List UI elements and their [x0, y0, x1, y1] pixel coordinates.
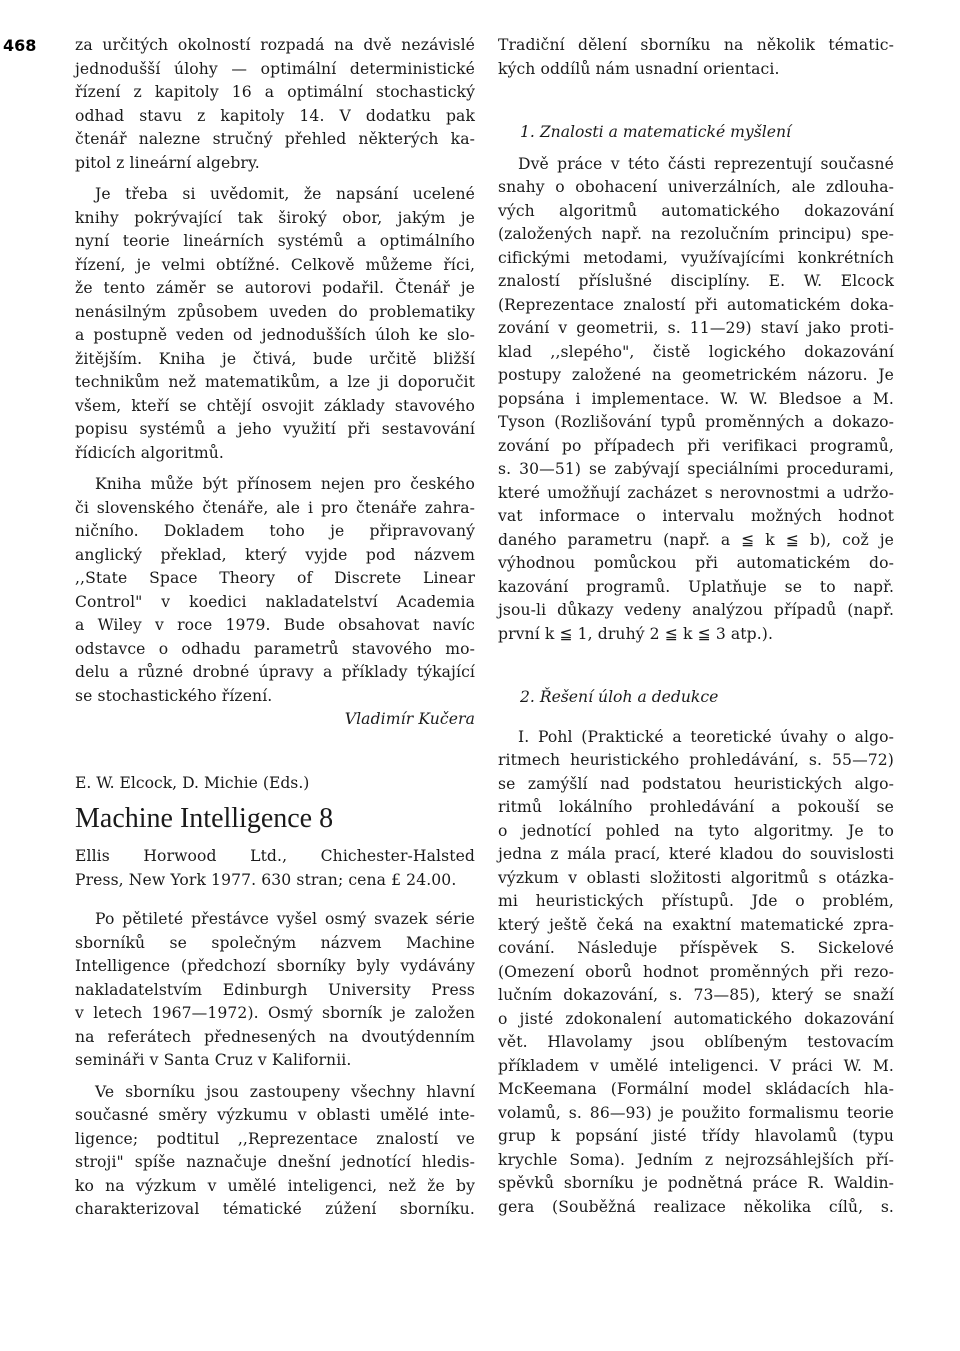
text-line: Ve sborníku jsou zastoupeny všechny hlavní	[95, 1082, 475, 1101]
text-line: se zamýšlí nad podstatou heuristických algo-	[498, 774, 894, 793]
text-line: vět. Hlavolamy jsou oblíbeným testovacím	[498, 1033, 894, 1051]
text-line: postupy založené na geometrickém názoru. Je	[498, 366, 894, 384]
text-line: v letech 1967—1972). Osmý sborník je založen	[75, 1004, 475, 1022]
text-line: (založených např. na rezolučním principu) spe-	[498, 225, 894, 243]
text-line: Dvě práce v této části reprezentují současné	[518, 154, 894, 173]
text-line: čtenář nalezne stručný přehled některých ka-	[75, 130, 475, 148]
text-line: Intelligence (předchozí sborníky byly vydávány	[75, 957, 475, 975]
text-line: vat informace o intervalu možných hodnot	[498, 507, 894, 525]
text-line: grup k popsání jisté třídy hlavolamů (typu	[498, 1127, 894, 1145]
text-line: vých algoritmů automatického dokazování	[498, 201, 894, 220]
text-line: a Wiley v roce 1979. Bude obsahovat navíc	[75, 616, 475, 634]
text-line: popisu systémů a jeho využití při sestavování	[75, 420, 475, 438]
text-line: se stochastického řízení.	[75, 686, 273, 705]
text-line: knihy pokrývající tak široký obor, jakým je	[75, 208, 475, 227]
text-line: Control" v koedici nakladatelství Academia	[75, 592, 475, 611]
text-line: na referátech přednesených na dvoutýdenním	[75, 1027, 475, 1046]
text-line: mi heuristických přístupů. Jde o problém,	[498, 892, 894, 910]
text-line: cování. Následuje příspěvek S. Sickelové	[498, 939, 894, 957]
text-line: znalostí příslušné disciplíny. E. W. Elcock	[498, 272, 894, 290]
section-heading-1: 1. Znalosti a matematické myšlení	[520, 123, 791, 141]
text-line: Press, New York 1977. 630 stran; cena £ 24.00.	[75, 870, 457, 889]
text-line: jednodušší úlohy — optimální deterministické	[75, 59, 475, 78]
text-line: ničního. Dokladem toho je připravovaný	[75, 522, 475, 540]
text-line: nenásilným způsobem uveden do problematiky	[75, 302, 475, 321]
review-paragraph-2	[75, 183, 475, 465]
text-line: cifickými metodami, využívajícími konkrétních	[498, 248, 894, 267]
text-line: současné směry výzkumu v oblasti umělé inte-	[75, 1106, 475, 1124]
text-line: které umožňují zacházet s nerovnostmi a udržo-	[498, 483, 894, 502]
text-line: nakladatelstvím Edinburgh University Press	[75, 980, 475, 999]
text-line: odstavce o odhadu parametrů stavového mo-	[75, 639, 475, 658]
page-number: 468	[3, 36, 37, 55]
text-line: první k ≦ 1, druhý 2 ≦ k ≦ 3 atp.).	[498, 624, 774, 643]
text-line: za určitých okolností rozpadá na dvě nezávislé	[75, 36, 475, 54]
text-line: o jisté zdokonalení automatického dokazování	[498, 1009, 894, 1028]
text-line: krychle Soma). Jedním z nejrozsáhlejších pří-	[498, 1150, 894, 1169]
text-line: či slovenského čtenáře, ale i pro čtenáře zahra-	[75, 498, 475, 517]
text-line: příkladem v umělé inteligenci. V práci W. M.	[498, 1056, 894, 1075]
text-line: popsána i implementace. W. W. Bledsoe a M.	[498, 389, 894, 408]
text-line: daného parametru (např. a ≦ k ≦ b), což je	[498, 530, 894, 549]
text-line: ritmů lokálního prohledávání a pokouší se	[498, 798, 894, 816]
text-line: zování po případech při verifikaci programů,	[498, 436, 894, 455]
text-line: s. 30—51) se zabývají speciálními procedurami,	[498, 460, 894, 478]
text-line: že tento záměr se autorovi podařil. Čtenář je	[75, 279, 475, 297]
text-line: řídicích algoritmů.	[75, 443, 224, 462]
section-heading-2: 2. Řešení úloh a dedukce	[520, 688, 719, 706]
text-line: řízení z kapitoly 16 a optimální stochastický	[75, 83, 475, 101]
text-line: spěvků sborníku je podnětná práce R. Waldin-	[498, 1174, 894, 1192]
text-line: (Omezení oborů hodnot proměnných při rezo-	[498, 962, 894, 981]
text-line: Je třeba si uvědomit, že napsání ucelené	[95, 185, 475, 203]
text-line: snahy o obohacení univerzálních, ale zdlouha-	[498, 178, 894, 196]
text-line: I. Pohl (Praktické a teoretické úvahy o algo-	[518, 727, 894, 746]
text-line: ko na výzkum v umělé inteligenci, než že by	[75, 1176, 475, 1195]
text-line: stroji" spíše naznačuje dnešní jednotící hledis-	[75, 1153, 475, 1171]
review-paragraph-5	[75, 1081, 475, 1222]
text-line: Kniha může být přínosem nejen pro českého	[95, 475, 475, 493]
text-line: odhad stavu z kapitoly 14. V dodatku pak	[75, 106, 475, 125]
text-line: Po pětileté přestávce vyšel osmý svazek série	[95, 910, 475, 928]
book-authors: E. W. Elcock, D. Michie (Eds.)	[75, 773, 310, 792]
text-line: gera (Souběžná realizace několika cílů, s.	[498, 1197, 894, 1216]
text-line: Ellis Horwood Ltd., Chichester-Halsted	[75, 847, 475, 865]
left-column	[75, 34, 475, 1222]
text-line: sborníků se společným názvem Machine	[75, 933, 475, 952]
review-paragraph-8	[498, 726, 894, 1220]
text-line: kých oddílů nám usnadní orientaci.	[498, 59, 780, 78]
text-line: jsou-li důkazy vedeny analýzou případů (např.	[498, 601, 894, 619]
review-paragraph-1	[75, 34, 475, 175]
text-line: jedna z mála prací, které kladou do souvislosti	[498, 845, 894, 863]
text-line: zování v geometrii, s. 11—29) staví jako proti-	[498, 319, 894, 337]
review-paragraph-6	[498, 34, 894, 81]
text-line: výhodnou pomůckou při automatickém do-	[498, 554, 894, 572]
text-line: technikům než matematikům, a lze ji doporučit	[75, 373, 475, 391]
text-line: semináři v Santa Cruz v Kalifornii.	[75, 1051, 352, 1069]
text-line: (Reprezentace znalostí při automatickém doka-	[498, 295, 894, 314]
review-paragraph-7	[498, 153, 894, 647]
text-line: volamů, s. 86—93) je použito formalismu teorie	[498, 1103, 894, 1122]
text-line: všem, kteří se chtějí osvojit základy stavového	[75, 396, 475, 415]
text-line: kazování programů. Uplatňuje se to např.	[498, 577, 894, 596]
book-title: Machine Intelligence 8	[75, 803, 334, 834]
text-line: klad ,,slepého", čistě logického dokazování	[498, 342, 894, 361]
text-line: pitol z lineární algebry.	[75, 153, 260, 172]
text-line: žitějším. Kniha je čtivá, bude určitě bližší	[75, 349, 475, 368]
review-paragraph-3	[75, 473, 475, 708]
text-line: řízení, je velmi obtížné. Celkově můžeme říci,	[75, 255, 475, 274]
right-column	[498, 34, 894, 1219]
text-line: delu a různé drobné úpravy a příklady týkající	[75, 663, 475, 681]
text-line: a postupně veden od jednodušších úloh ke slo-	[75, 326, 475, 344]
review-paragraph-4	[75, 908, 475, 1073]
book-publisher	[75, 845, 475, 892]
text-line: nyní teorie lineárních systémů a optimálního	[75, 232, 475, 250]
text-line: který ještě čeká na exaktní matematické zpra-	[498, 915, 894, 934]
text-line: McKeemana (Formální model skládacích hla-	[498, 1080, 894, 1098]
reviewer-signature: Vladimír Kučera	[344, 710, 475, 728]
text-line: ritmech heuristického prohledávání, s. 55—72)	[498, 751, 894, 769]
text-line: o jednotící pohled na tyto algoritmy. Je to	[498, 821, 894, 840]
text-line: ,,State Space Theory of Discrete Linear	[75, 569, 475, 587]
text-line: Tradiční dělení sborníku na několik tématic-	[498, 36, 894, 54]
text-line: Tyson (Rozlišování typů proměnných a dokazo-	[498, 413, 894, 431]
text-line: výzkum v oblasti složitosti algoritmů s otázka-	[498, 868, 894, 887]
text-line: anglický překlad, který vyjde pod názvem	[75, 545, 475, 564]
text-line: charakterizoval tématické zúžení sborníku.	[75, 1200, 475, 1218]
text-line: ligence; podtitul ,,Reprezentace znalostí ve	[75, 1129, 475, 1148]
text-line: lučním dokazování, s. 73—85), který se snaží	[498, 986, 894, 1004]
